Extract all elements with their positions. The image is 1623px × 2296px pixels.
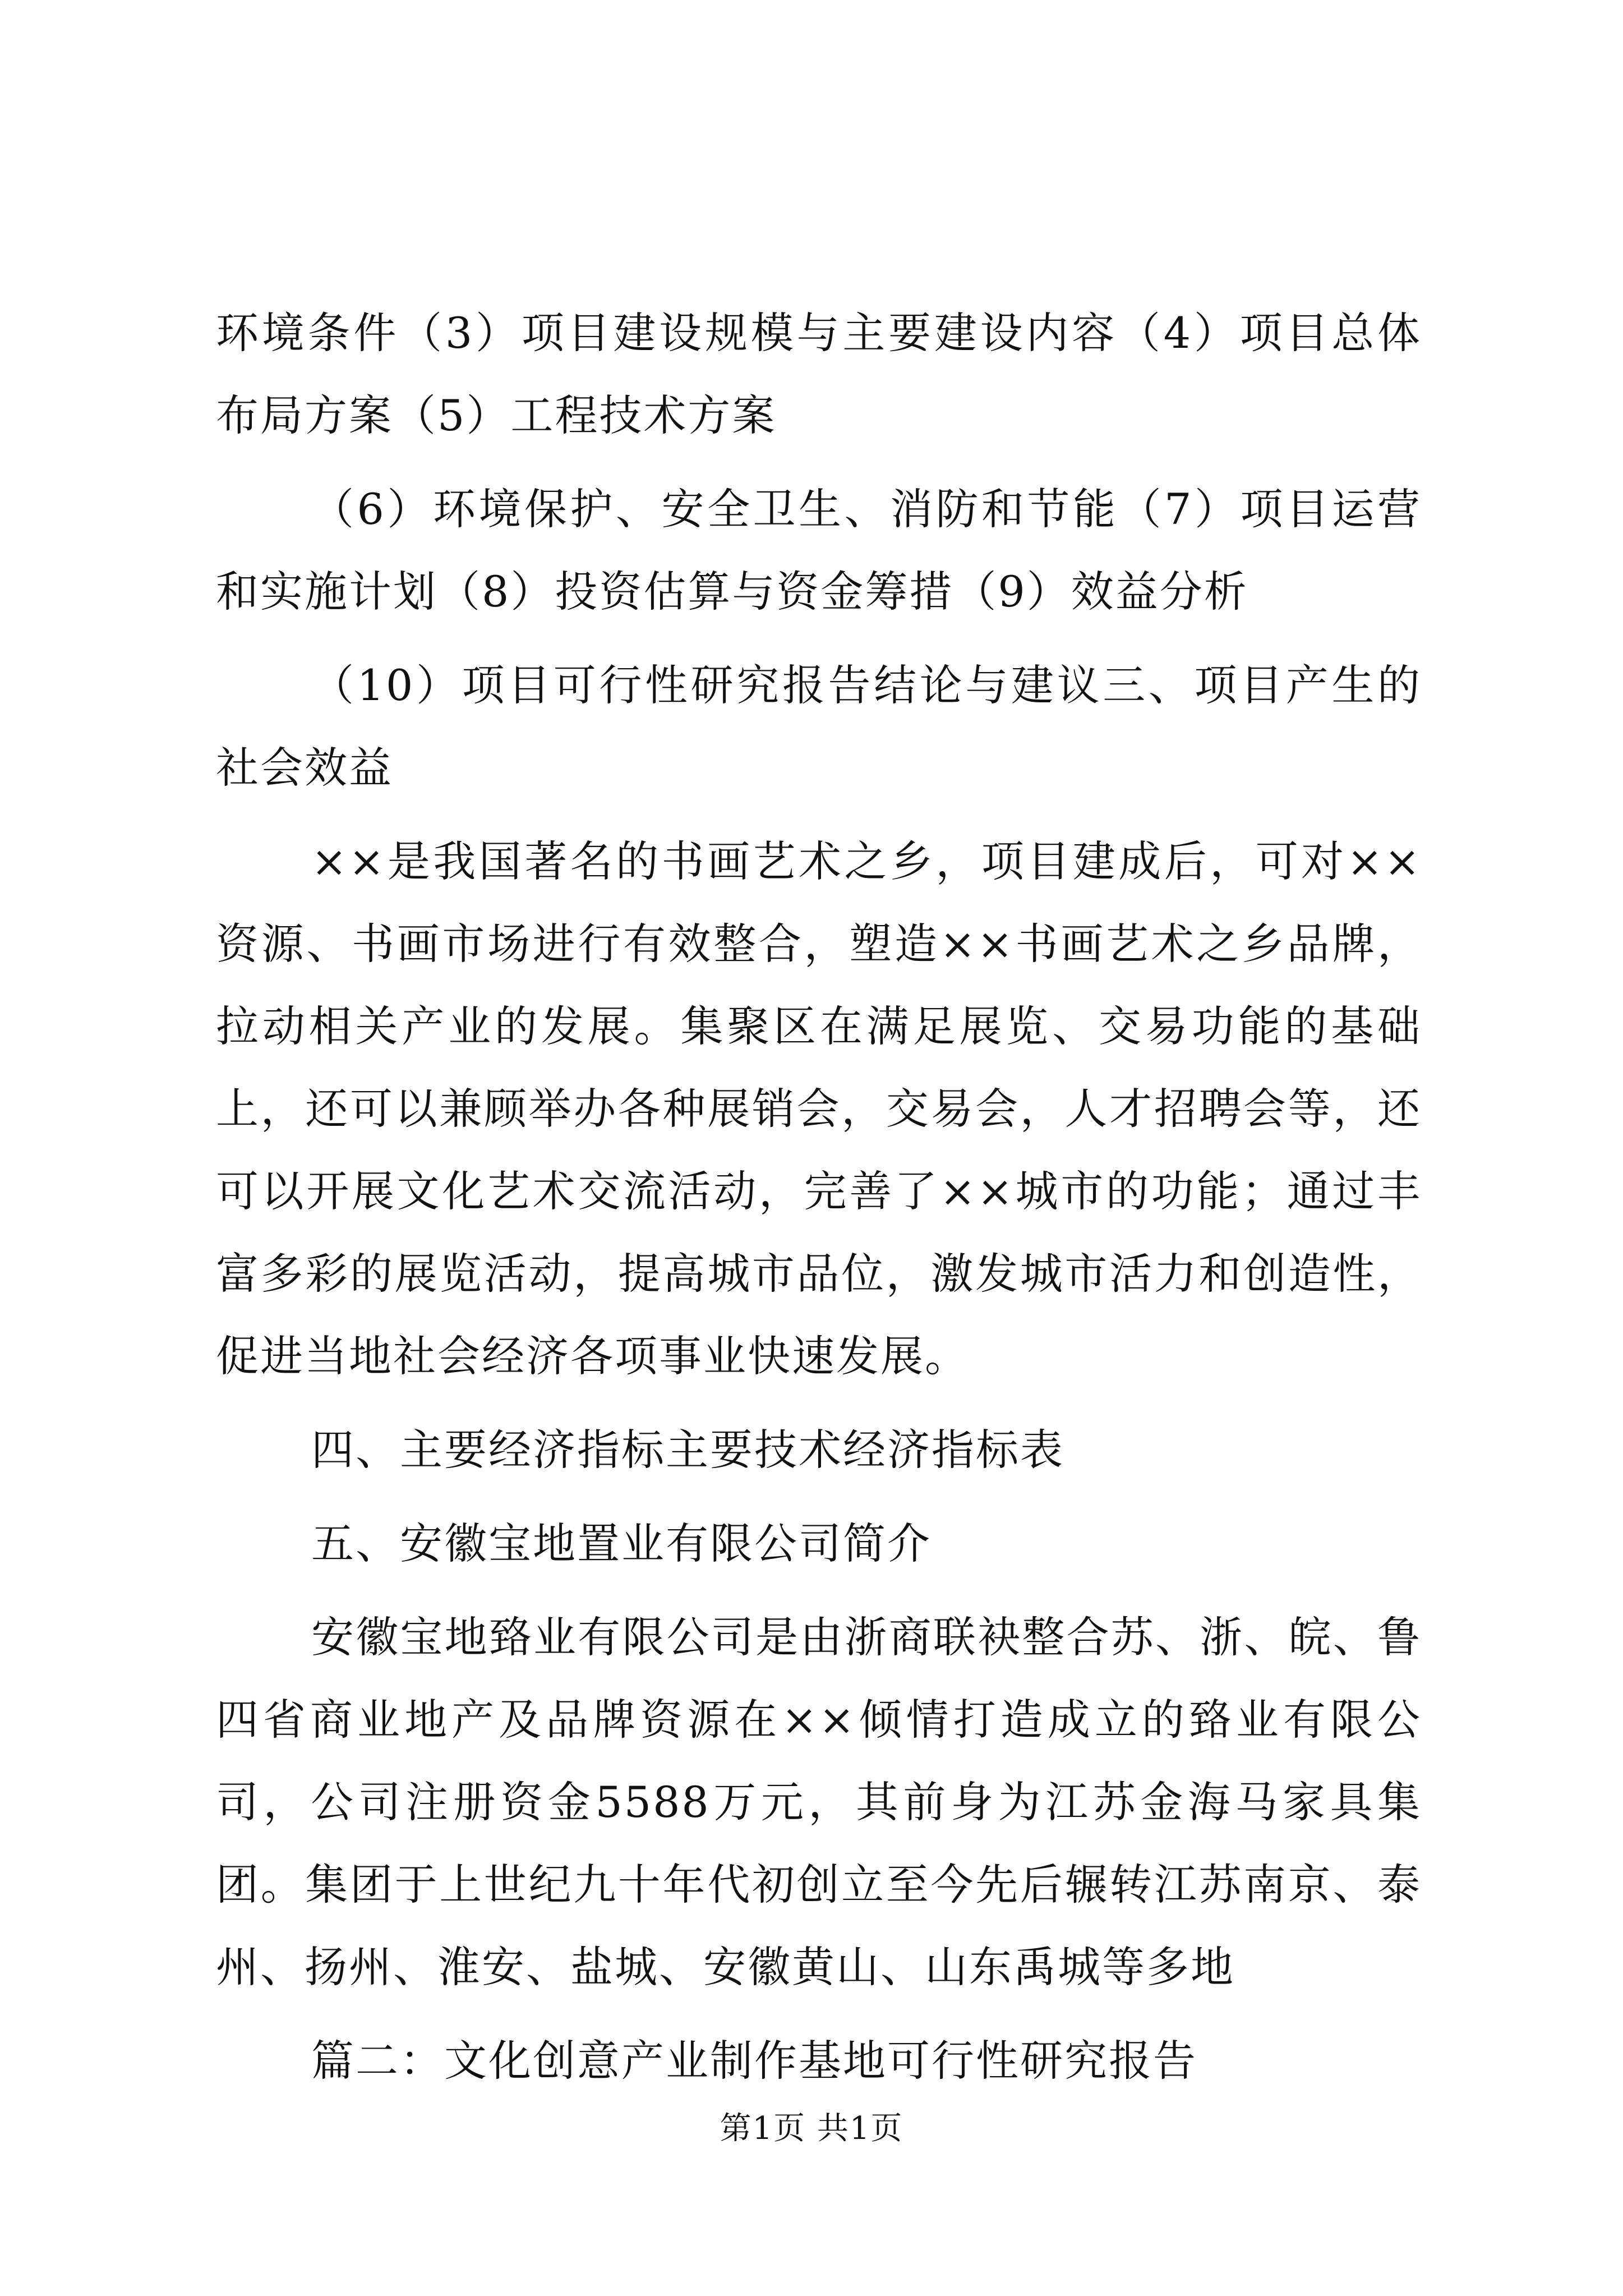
document-body bbox=[216, 292, 1422, 2113]
paragraph: 安徽宝地臵业有限公司是由浙商联袂整合苏、浙、皖、鲁四省商业地产及品牌资源在××倾情打造成立的臵业有限公司，公司注册资金5588万元，其前身为江苏金海马家具集团。集团于上世纪九十年代初创立至今先后辗转江苏南京、泰州、扬州、淮安、盐城、安徽黄山、山东禹城等多地 bbox=[216, 1612, 1422, 1992]
section-heading: 四、主要经济指标主要技术经济指标表 bbox=[311, 1425, 1064, 1475]
section-heading: 篇二：文化创意产业制作基地可行性研究报告 bbox=[311, 2036, 1197, 2086]
paragraph: （10）项目可行性研究报告结论与建议三、项目产生的社会效益 bbox=[216, 660, 1422, 793]
section-heading: 五、安徽宝地置业有限公司简介 bbox=[311, 1519, 932, 1568]
paragraph: （6）环境保护、安全卫生、消防和节能（7）项目运营和实施计划（8）投资估算与资金筹措（9）效益分析 bbox=[216, 484, 1422, 616]
page-footer: 第1页 共1页 bbox=[720, 2110, 903, 2147]
paragraph: 环境条件（3）项目建设规模与主要建设内容（4）项目总体布局方案（5）工程技术方案 bbox=[216, 308, 1422, 440]
paragraph: ××是我国著名的书画艺术之乡，项目建成后，可对××资源、书画市场进行有效整合，塑造××书画艺术之乡品牌，拉动相关产业的发展。集聚区在满足展览、交易功能的基础上，还可以兼顾举办各种展销会，交易会，人才招聘会等，还可以开展文化艺术交流活动，完善了××城市的功能；通过丰富多彩的展览活动，提高城市品位，激发城市活力和创造性，促进当地社会经济各项事业快速发展。 bbox=[216, 836, 1422, 1381]
